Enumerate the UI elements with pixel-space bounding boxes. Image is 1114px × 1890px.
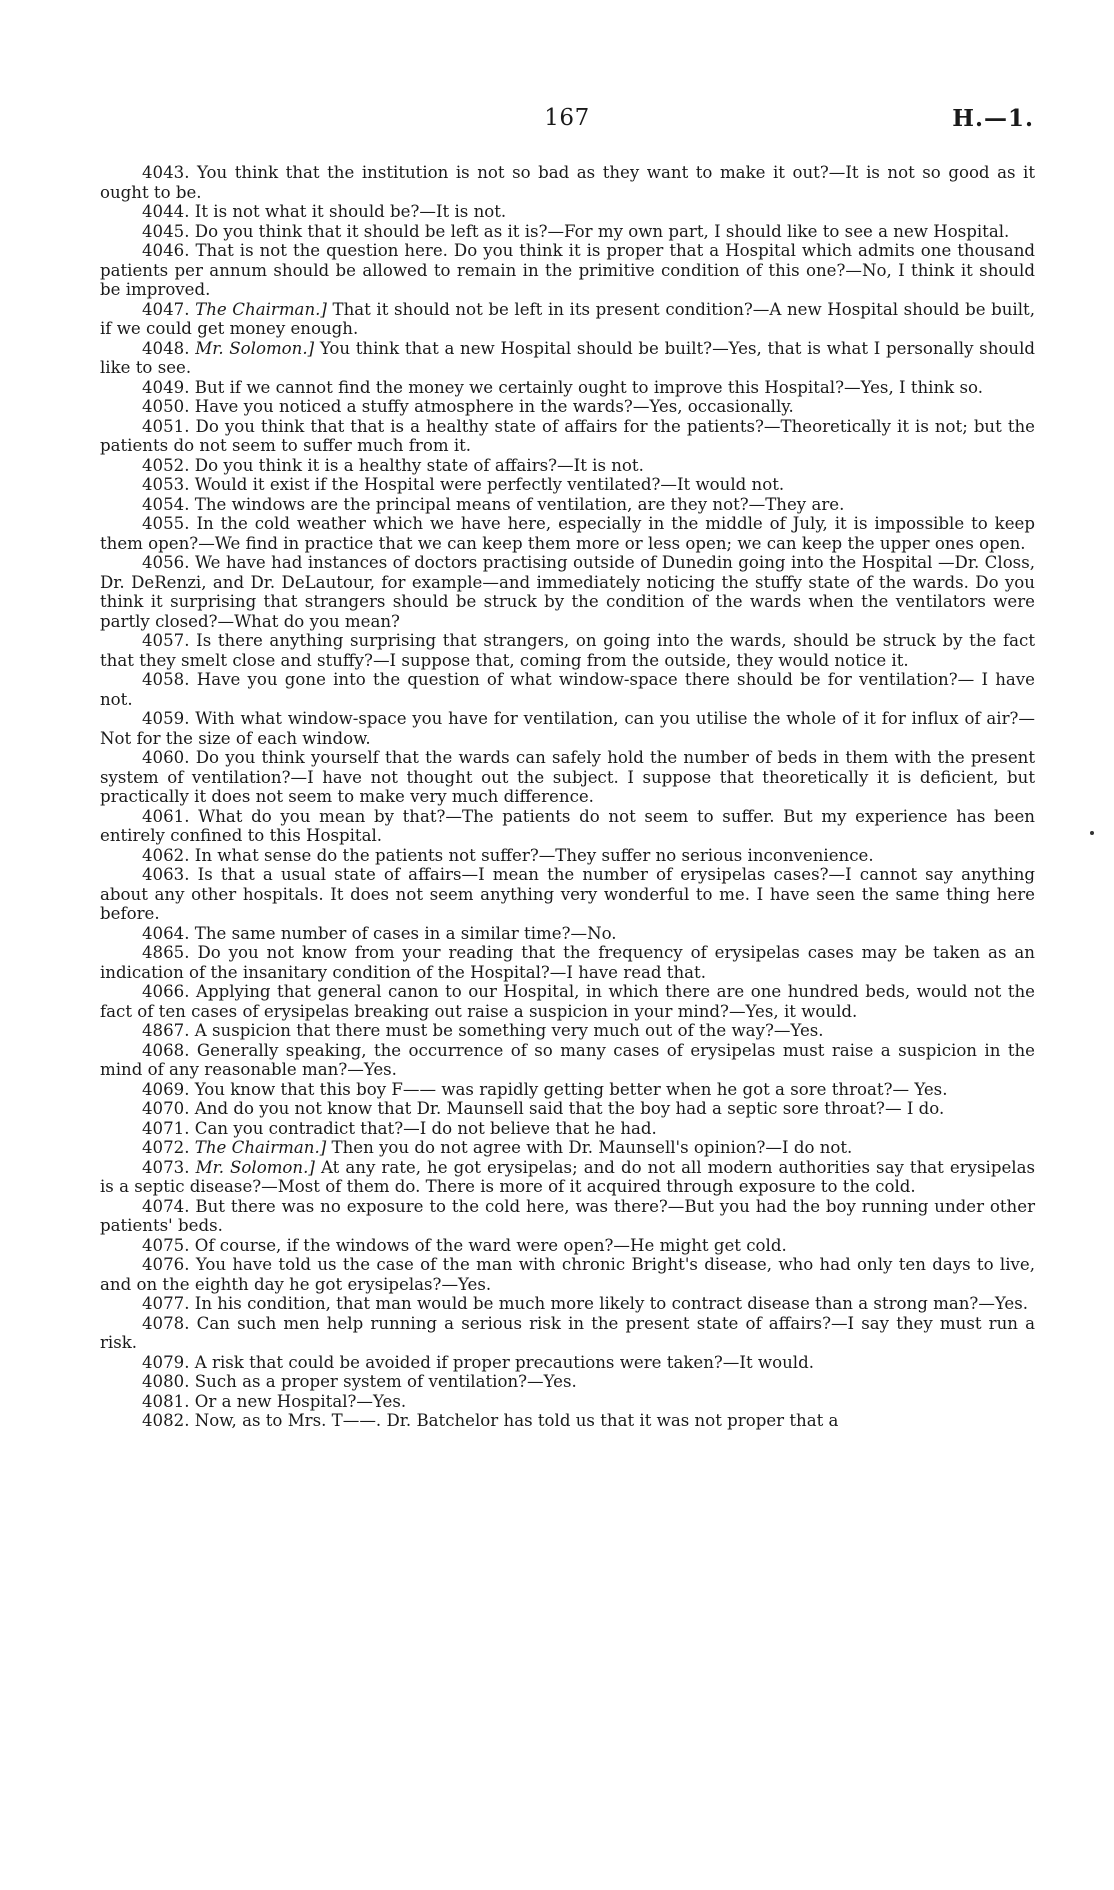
testimony-paragraph bbox=[100, 553, 1035, 631]
page-header bbox=[100, 105, 1034, 139]
testimony-paragraph bbox=[100, 378, 1035, 398]
question-number: 4047. bbox=[142, 299, 190, 319]
testimony-paragraph bbox=[100, 475, 1035, 495]
paragraph-text: 4053. Would it exist if the Hospital were perfectly ventilated?—It would not. bbox=[142, 475, 785, 494]
paragraph-text: 4079. A risk that could be avoided if proper precautions were taken?—It would. bbox=[142, 1352, 814, 1372]
testimony-paragraph bbox=[100, 339, 1035, 378]
speaker-label: Mr. Solomon.] bbox=[195, 338, 315, 358]
testimony-paragraph bbox=[100, 1041, 1035, 1080]
testimony-paragraph bbox=[100, 514, 1035, 553]
testimony-paragraph bbox=[100, 1021, 1035, 1041]
testimony-paragraph bbox=[100, 495, 1035, 515]
paragraph-text: 4061. What do you mean by that?—The patients do not seem to suffer. But my experience has been entirely confined to this Hospital. bbox=[100, 806, 1035, 845]
testimony-paragraph bbox=[100, 1411, 1035, 1431]
testimony-paragraph bbox=[100, 1080, 1035, 1100]
paragraph-text: 4043. You think that the institution is not so bad as they want to make it out?—It is not so good as it ought to be. bbox=[100, 163, 1035, 202]
paragraph-text: 4049. But if we cannot find the money we certainly ought to improve this Hospital?—Yes, I think so. bbox=[142, 377, 983, 397]
paragraph-text: 4071. Can you contradict that?—I do not believe that he had. bbox=[142, 1118, 657, 1138]
paragraph-text: 4080. Such as a proper system of ventilation?—Yes. bbox=[142, 1372, 577, 1391]
testimony-paragraph bbox=[100, 1099, 1035, 1119]
testimony-paragraph bbox=[100, 748, 1035, 807]
testimony-paragraph bbox=[100, 1392, 1035, 1412]
margin-speck bbox=[1090, 831, 1094, 835]
paragraph-text: 4052. Do you think it is a healthy state of affairs?—It is not. bbox=[142, 455, 644, 475]
paragraph-text: 4056. We have had instances of doctors practising outside of Dunedin going into the Hospital —Dr. Closs, Dr. DeRenzi, and Dr. DeLautour, for example—and immediately noticing the stuffy state of the wards. Do you think it surprising that strangers should be struck by the condition of the wards when the ventilators were partly closed?—What do you mean? bbox=[100, 553, 1035, 631]
paragraph-text: 4069. You know that this boy F—— was rapidly getting better when he got a sore throat?— Yes. bbox=[142, 1079, 948, 1099]
paragraph-text: 4070. And do you not know that Dr. Maunsell said that the boy had a septic sore throat?— I do. bbox=[142, 1099, 945, 1118]
paragraph-text: 4063. Is that a usual state of affairs—I mean the number of erysipelas cases?—I cannot say anything about any other hospitals. It does not seem anything very wonderful to me. I have seen the same thing here before. bbox=[100, 865, 1035, 923]
testimony-paragraph bbox=[100, 202, 1035, 222]
paragraph-text: 4046. That is not the question here. Do you think it is proper that a Hospital which admits one thousand patients per annum should be allowed to remain in the primitive condition of this one?—No, I think it should be improved. bbox=[100, 241, 1035, 299]
testimony-paragraph bbox=[100, 807, 1035, 846]
page-number: 167 bbox=[544, 105, 590, 131]
paragraph-text: At any rate, he got erysipelas; and do not all modern authorities say that erysipelas is a septic disease?—Most of them do. There is more of it acquired through exposure to the cold. bbox=[100, 1157, 1036, 1196]
paragraph-text: Then you do not agree with Dr. Maunsell's opinion?—I do not. bbox=[331, 1138, 853, 1157]
question-number: 4048. bbox=[142, 338, 190, 358]
report-code: H.—1. bbox=[952, 105, 1034, 132]
paragraph-text: 4064. The same number of cases in a similar time?—No. bbox=[142, 923, 617, 943]
paragraph-text: 4058. Have you gone into the question of what window-space there should be for ventilation?— I have not. bbox=[100, 670, 1035, 709]
paragraph-text: 4051. Do you think that that is a healthy state of affairs for the patients?—Theoretically it is not; but the patients do not seem to suffer much from it. bbox=[100, 416, 1035, 455]
testimony-paragraph bbox=[100, 456, 1035, 476]
paragraph-text: 4078. Can such men help running a serious risk in the present state of affairs?—I say they must run a risk. bbox=[100, 1313, 1035, 1352]
testimony-paragraph bbox=[100, 943, 1035, 982]
paragraph-text: 4867. A suspicion that there must be something very much out of the way?—Yes. bbox=[142, 1021, 824, 1040]
paragraph-text: 4066. Applying that general canon to our Hospital, in which there are one hundred beds, would not the fact of ten cases of erysipelas breaking out raise a suspicion in your mind?—Yes, it would. bbox=[100, 982, 1035, 1021]
paragraph-text: 4050. Have you noticed a stuffy atmosphere in the wards?—Yes, occasionally. bbox=[142, 397, 794, 416]
speaker-label: The Chairman.] bbox=[195, 299, 327, 319]
paragraph-text: 4044. It is not what it should be?—It is not. bbox=[142, 202, 507, 221]
paragraph-text: You think that a new Hospital should be built?—Yes, that is what I personally should like to see. bbox=[100, 338, 1035, 377]
testimony-paragraph bbox=[100, 865, 1035, 924]
testimony-paragraph bbox=[100, 1236, 1035, 1256]
paragraph-text: 4075. Of course, if the windows of the ward were open?—He might get cold. bbox=[142, 1235, 787, 1255]
testimony-paragraph bbox=[100, 300, 1035, 339]
testimony-paragraph bbox=[100, 709, 1035, 748]
speaker-label: The Chairman.] bbox=[194, 1138, 327, 1157]
paragraph-text: 4054. The windows are the principal means of ventilation, are they not?—They are. bbox=[142, 494, 845, 514]
paragraph-text: 4045. Do you think that it should be left as it is?—For my own part, I should like to see a new Hospital. bbox=[142, 221, 1010, 241]
paragraph-text: That it should not be left in its present condition?—A new Hospital should be built, if we could get money enough. bbox=[100, 299, 1035, 338]
paragraph-text: 4082. Now, as to Mrs. T——. Dr. Batchelor has told us that it was not proper that a bbox=[142, 1411, 839, 1430]
testimony-paragraph bbox=[100, 1314, 1035, 1353]
testimony-paragraph bbox=[100, 222, 1035, 242]
testimony-paragraph bbox=[100, 1255, 1035, 1294]
speaker-label: Mr. Solomon.] bbox=[195, 1157, 315, 1177]
testimony-paragraph bbox=[100, 417, 1035, 456]
paragraph-text: 4062. In what sense do the patients not suffer?—They suffer no serious inconvenience. bbox=[142, 845, 874, 865]
paragraph-text: 4055. In the cold weather which we have here, especially in the middle of July, it is impossible to keep them open?—We find in practice that we can keep them more or less open; we can keep the upper ones open. bbox=[100, 514, 1035, 553]
question-number: 4073. bbox=[142, 1157, 190, 1177]
question-number: 4072. bbox=[142, 1138, 190, 1157]
testimony-paragraph bbox=[100, 1119, 1035, 1139]
paragraph-text: 4074. But there was no exposure to the cold here, was there?—But you had the boy running under other patients' beds. bbox=[100, 1196, 1035, 1235]
testimony-paragraph bbox=[100, 1138, 1035, 1158]
paragraph-text: 4081. Or a new Hospital?—Yes. bbox=[142, 1391, 407, 1411]
testimony-paragraph bbox=[100, 163, 1035, 202]
testimony-paragraph bbox=[100, 924, 1035, 944]
paragraph-text: 4865. Do you not know from your reading that the frequency of erysipelas cases may be taken as an indication of the insanitary condition of the Hospital?—I have read that. bbox=[100, 943, 1035, 982]
testimony-paragraph bbox=[100, 1294, 1035, 1314]
testimony-paragraph bbox=[100, 846, 1035, 866]
testimony-paragraph bbox=[100, 670, 1035, 709]
testimony-text bbox=[100, 163, 1035, 1431]
paragraph-text: 4057. Is there anything surprising that strangers, on going into the wards, should be struck by the fact that they smelt close and stuffy?—I suppose that, coming from the outside, they would notice it. bbox=[100, 631, 1035, 670]
testimony-paragraph bbox=[100, 241, 1035, 300]
testimony-paragraph bbox=[100, 1158, 1035, 1197]
paragraph-text: 4068. Generally speaking, the occurrence of so many cases of erysipelas must raise a suspicion in the mind of any reasonable man?—Yes. bbox=[100, 1040, 1035, 1079]
testimony-paragraph bbox=[100, 982, 1035, 1021]
paragraph-text: 4076. You have told us the case of the man with chronic Bright's disease, who had only ten days to live, and on the eighth day he got erysipelas?—Yes. bbox=[100, 1255, 1035, 1294]
paragraph-text: 4060. Do you think yourself that the wards can safely hold the number of beds in them with the present system of ventilation?—I have not thought out the subject. I suppose that theoretically it is deficient, but practically it does not seem to make very much difference. bbox=[100, 748, 1035, 806]
paragraph-text: 4077. In his condition, that man would be much more likely to contract disease than a strong man?—Yes. bbox=[142, 1294, 1029, 1313]
testimony-paragraph bbox=[100, 1372, 1035, 1392]
testimony-paragraph bbox=[100, 397, 1035, 417]
testimony-paragraph bbox=[100, 1353, 1035, 1373]
paragraph-text: 4059. With what window-space you have for ventilation, can you utilise the whole of it for influx of air?—Not for the size of each window. bbox=[100, 709, 1035, 748]
testimony-paragraph bbox=[100, 631, 1035, 670]
testimony-paragraph bbox=[100, 1197, 1035, 1236]
